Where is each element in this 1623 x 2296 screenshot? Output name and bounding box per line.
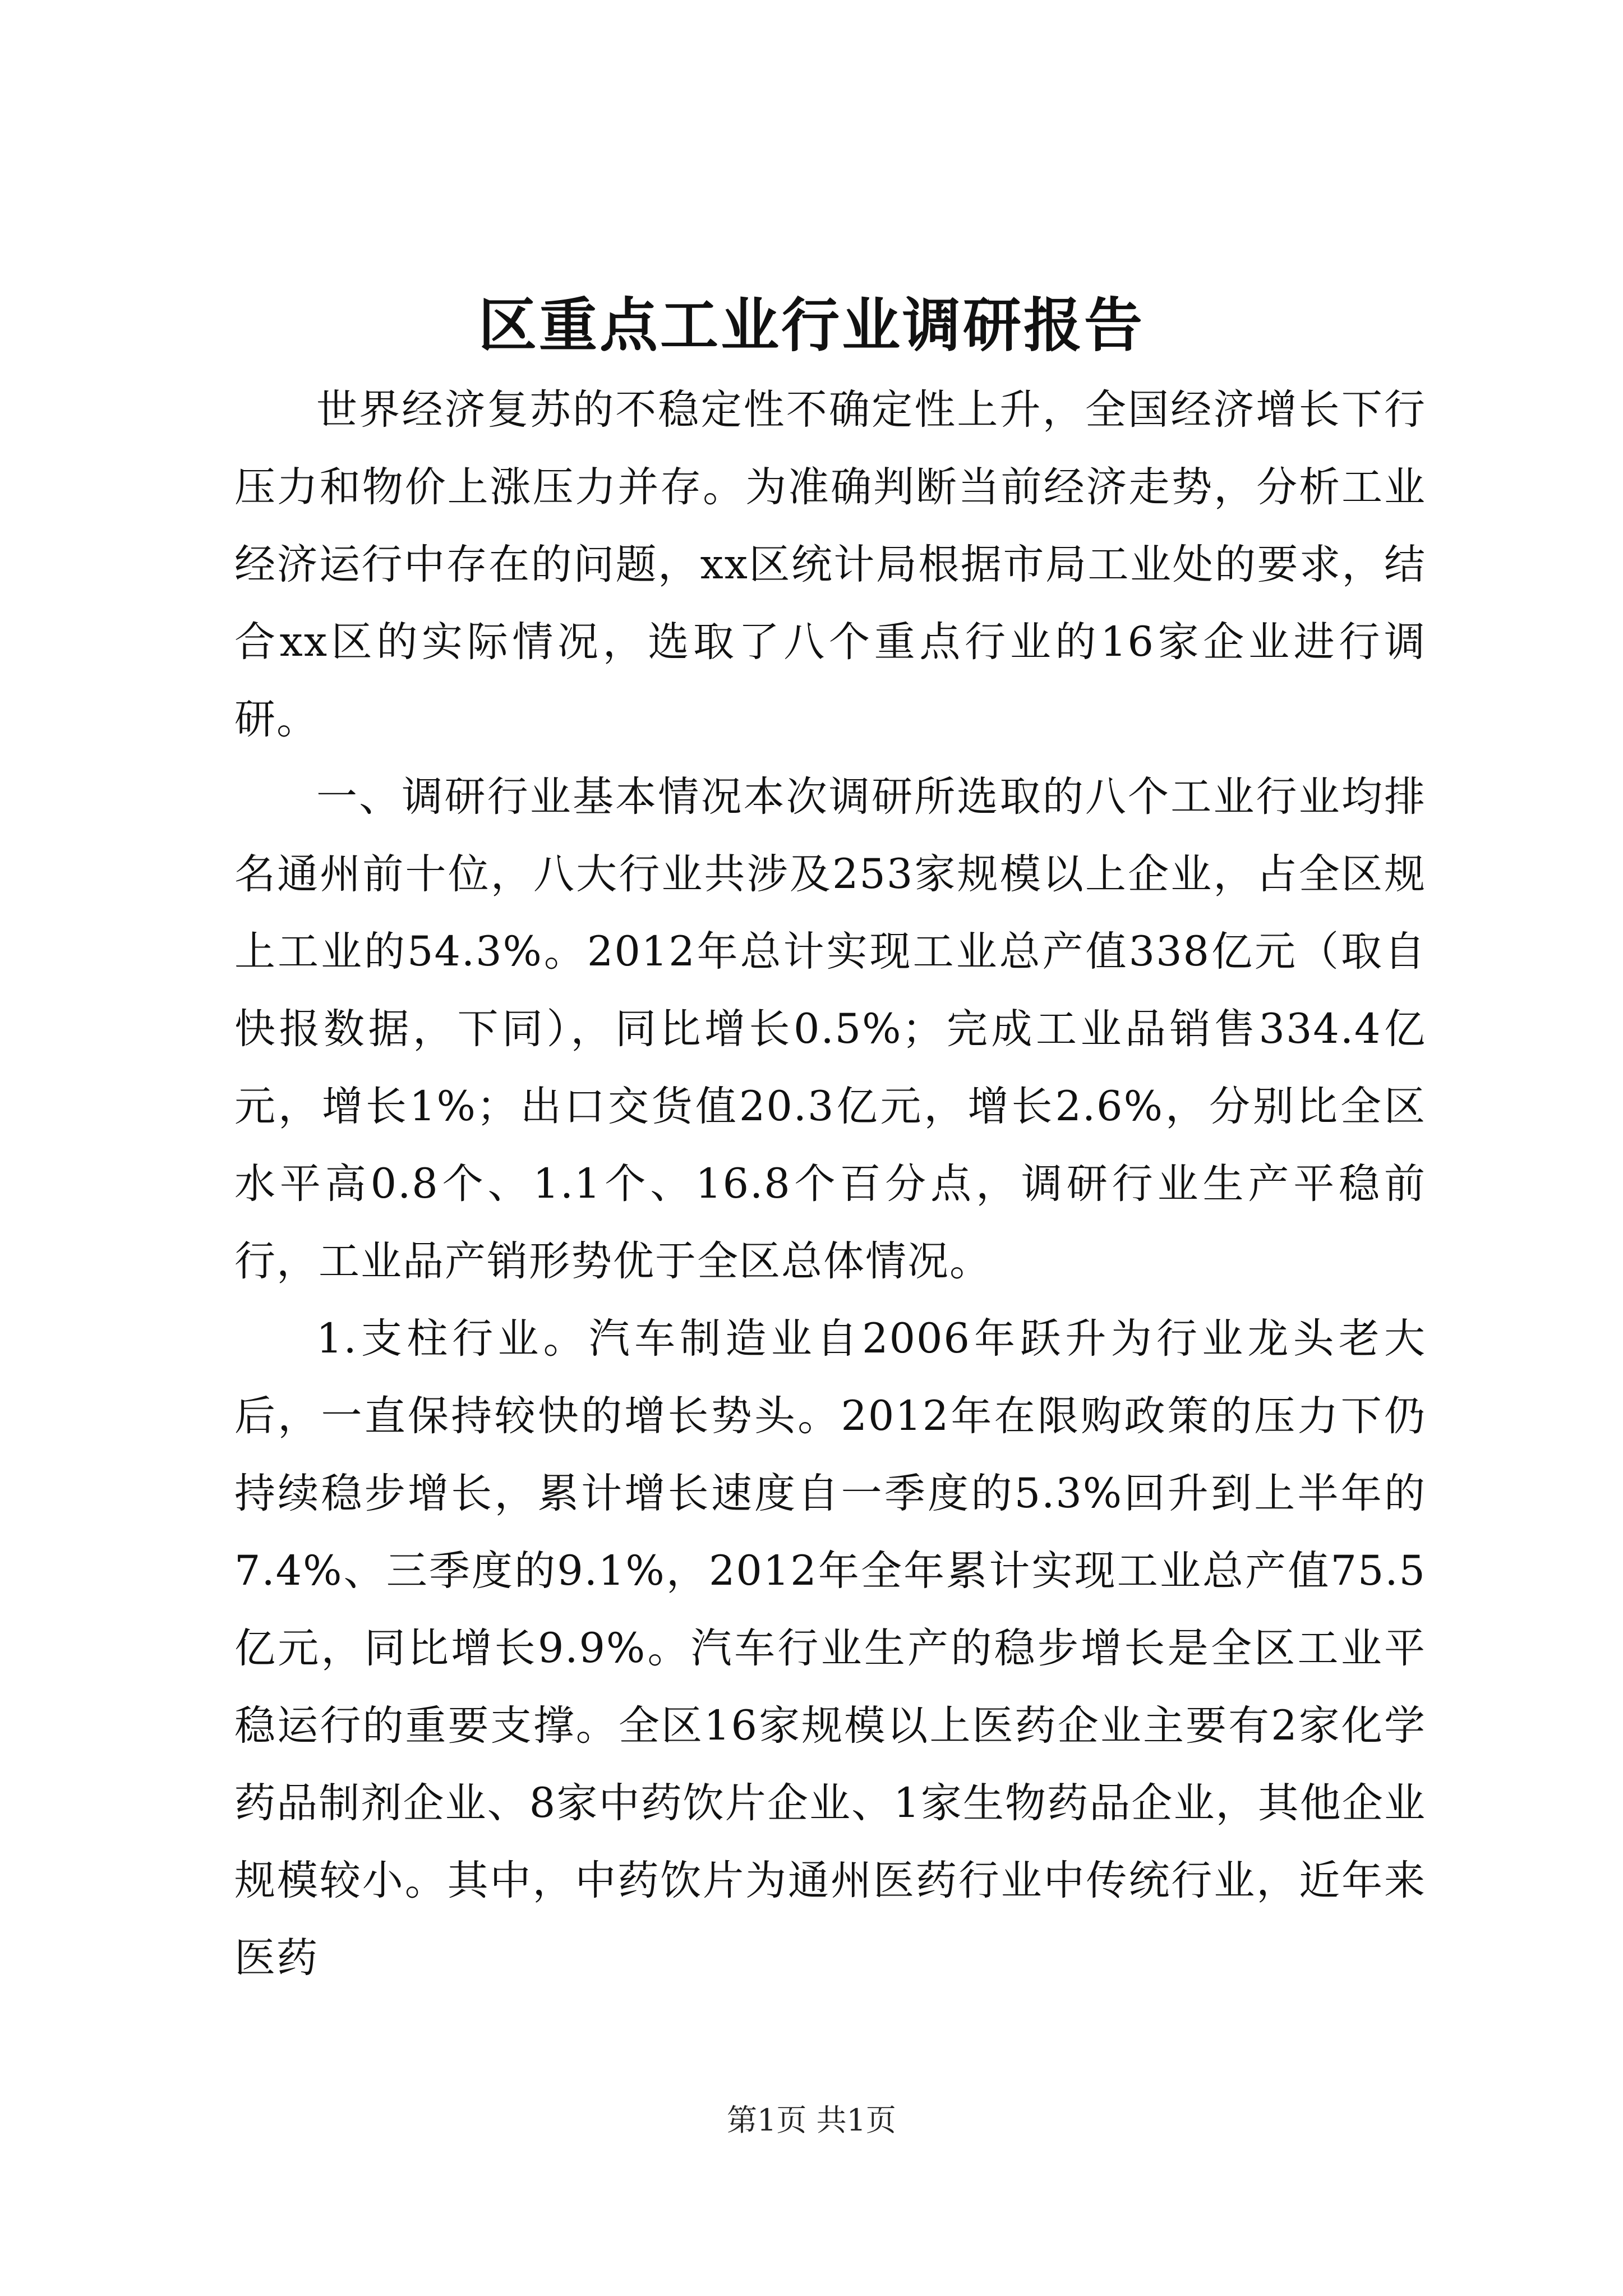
document-title: 区重点工业行业调研报告 — [478, 291, 1145, 360]
paragraph-intro: 世界经济复苏的不稳定性不确定性上升，全国经济增长下行压力和物价上涨压力并存。为准确判断当前经济走势，分析工业经济运行中存在的问题，xx区统计局根据市局工业处的要求，结合xx区的实际情况，选取了八个重点行业的16家企业进行调研。 — [234, 386, 1426, 743]
document-body — [234, 371, 1426, 1997]
paragraph-pillar-industry: 1.支柱行业。汽车制造业自2006年跃升为行业龙头老大后，一直保持较快的增长势头。2012年在限购政策的压力下仍持续稳步增长，累计增长速度自一季度的5.3%回升到上半年的7.4%、三季度的9.1%，2012年全年累计实现工业总产值75.5亿元，同比增长9.9%。汽车行业生产的稳步增长是全区工业平稳运行的重要支撑。全区16家规模以上医药企业主要有2家化学药品制剂企业、8家中药饮片企业、1家生物药品企业，其他企业规模较小。其中，中药饮片为通州医药行业中传统行业，近年来医药 — [234, 1315, 1426, 1982]
paragraph-basic-situation: 一、调研行业基本情况本次调研所选取的八个工业行业均排名通州前十位，八大行业共涉及253家规模以上企业，占全区规上工业的54.3%。2012年总计实现工业总产值338亿元（取自快报数据，下同），同比增长0.5%；完成工业品销售334.4亿元，增长1%；出口交货值20.3亿元，增长2.6%，分别比全区水平高0.8个、1.1个、16.8个百分点，调研行业生产平稳前行，工业品产销形势优于全区总体情况。 — [234, 773, 1426, 1285]
page-footer: 第1页 共1页 — [727, 2102, 896, 2138]
